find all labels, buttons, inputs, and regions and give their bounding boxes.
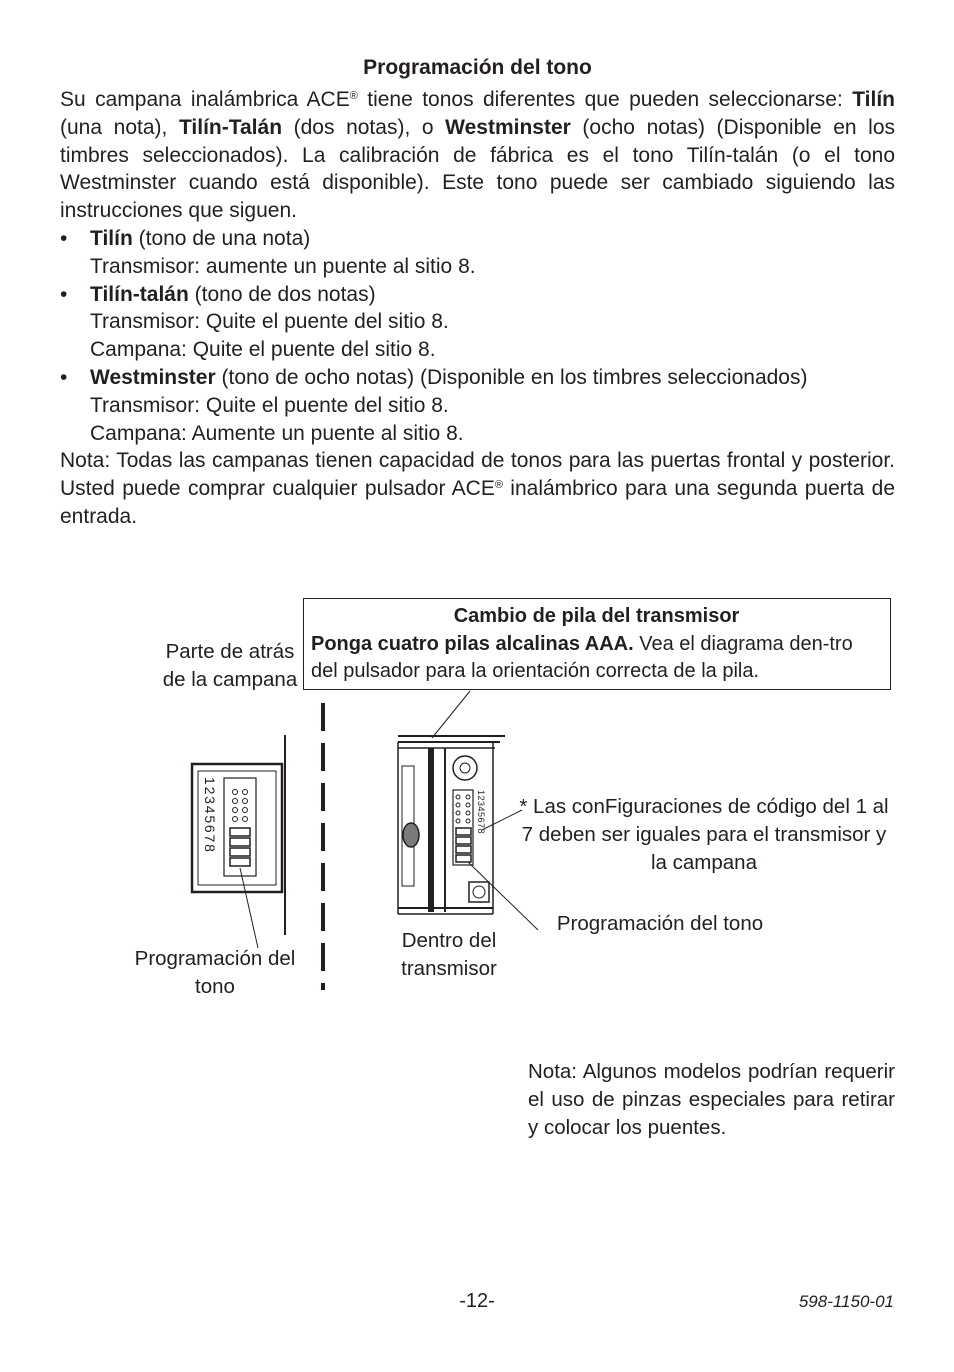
tone-westminster: Westminster bbox=[445, 115, 571, 139]
intro-text-1: Su campana inalámbrica ACE bbox=[60, 88, 350, 111]
chime-tone-label: Programación del tono bbox=[134, 947, 296, 998]
bullet-desc: (tono de dos notas) bbox=[188, 282, 376, 306]
intro-text-3: (una nota), bbox=[60, 115, 179, 139]
chime-pin-numbers: 12345678 bbox=[202, 777, 218, 854]
bullet-instruction: Transmisor: aumente un puente al sitio 8. bbox=[90, 254, 476, 278]
intro-text-2: tiene tonos diferentes que pueden seleccionarse: bbox=[357, 88, 853, 111]
battery-box-leader bbox=[432, 691, 470, 738]
tone-tilin: Tilín bbox=[852, 88, 895, 111]
chime-jumper bbox=[230, 858, 250, 866]
chime-leader-line bbox=[240, 868, 258, 948]
intro-text-5: (ocho notas) (Disponible en los timbres seleccionados). La calibración de fábrica es el tono Tilín-talán (o el tono Westminster cuando está disponible). Este tono puede ser cambiado siguiendo las instrucciones que siguen. bbox=[60, 115, 896, 223]
chime-back-label: Parte de atrás de la campana bbox=[162, 640, 298, 691]
bullet-instruction: Campana: Aumente un puente al sitio 8. bbox=[90, 421, 464, 445]
bullet-desc: (tono de una nota) bbox=[132, 226, 311, 250]
chime-pins bbox=[233, 790, 248, 822]
transmitter-jumper bbox=[456, 837, 471, 844]
code-note-leader bbox=[482, 810, 522, 830]
bullet-marker: • bbox=[60, 226, 68, 250]
push-button-center bbox=[473, 886, 485, 898]
battery-box-rest: Vea el diagrama den-tro del pulsador para la orientación correcta de la pila. bbox=[311, 632, 853, 682]
registered-mark: ® bbox=[349, 90, 358, 102]
note-text-2: inalámbrico para una segunda puerta de entrada. bbox=[60, 477, 895, 528]
transmitter-pins bbox=[456, 795, 470, 823]
chime-jumper bbox=[230, 828, 250, 836]
battery-box-bold: Ponga cuatro pilas alcalinas AAA. bbox=[311, 632, 634, 655]
transmitter-tone-label: Programación del tono bbox=[556, 912, 764, 935]
bullet-desc: (tono de ocho notas) (Disponible en los timbres seleccionados) bbox=[215, 365, 808, 389]
intro-text-4: (dos notas), o bbox=[282, 115, 446, 139]
push-button-component bbox=[469, 882, 489, 902]
code-settings-note: * Las conFiguraciones de código del 1 al 7 deben ser iguales para el transmisor y la campana bbox=[519, 795, 889, 874]
transmitter-label: Dentro del transmisor bbox=[401, 929, 497, 980]
chime-jumper-block bbox=[224, 778, 256, 876]
speaker-center bbox=[460, 763, 470, 773]
bullet-instruction: Transmisor: Quite el puente del sitio 8. bbox=[90, 393, 449, 417]
bullet-marker: • bbox=[60, 365, 68, 389]
note-text-1: Nota: Todas las campanas tienen capacidad de tonos para las puertas frontal y posterior. Usted puede comprar cualquier pulsador ACE bbox=[60, 449, 895, 501]
transmitter-pin-numbers: 12345678 bbox=[476, 790, 486, 835]
bullet-name: Westminster bbox=[90, 365, 216, 389]
registered-mark: ® bbox=[494, 479, 503, 492]
bullet-instruction: Transmisor: Quite el puente del sitio 8. bbox=[90, 310, 449, 334]
led-indicator bbox=[403, 823, 419, 847]
transmitter-jumper bbox=[456, 828, 471, 835]
bullet-instruction: Campana: Quite el puente del sitio 8. bbox=[90, 338, 436, 362]
transmitter-jumper bbox=[456, 855, 471, 862]
speaker-component bbox=[453, 756, 477, 780]
page-number: -12- bbox=[459, 1290, 495, 1312]
chime-jumper bbox=[230, 838, 250, 846]
transmitter-jumper bbox=[456, 846, 471, 853]
bullet-marker: • bbox=[60, 282, 68, 306]
bullet-name: Tilín bbox=[90, 226, 133, 250]
tone-tilin-talan: Tilín-Talán bbox=[178, 115, 283, 139]
battery-box-title: Cambio de pila del transmisor bbox=[453, 605, 740, 627]
footnote: Nota: Algunos modelos podrían requerir el uso de pinzas especiales para retirar y colocar los puentes. bbox=[528, 1060, 895, 1139]
section-title: Programación del tono bbox=[363, 56, 592, 79]
part-number: 598-1150-01 bbox=[798, 1292, 894, 1311]
chime-jumper bbox=[230, 848, 250, 856]
bullet-name: Tilín-talán bbox=[90, 282, 189, 306]
